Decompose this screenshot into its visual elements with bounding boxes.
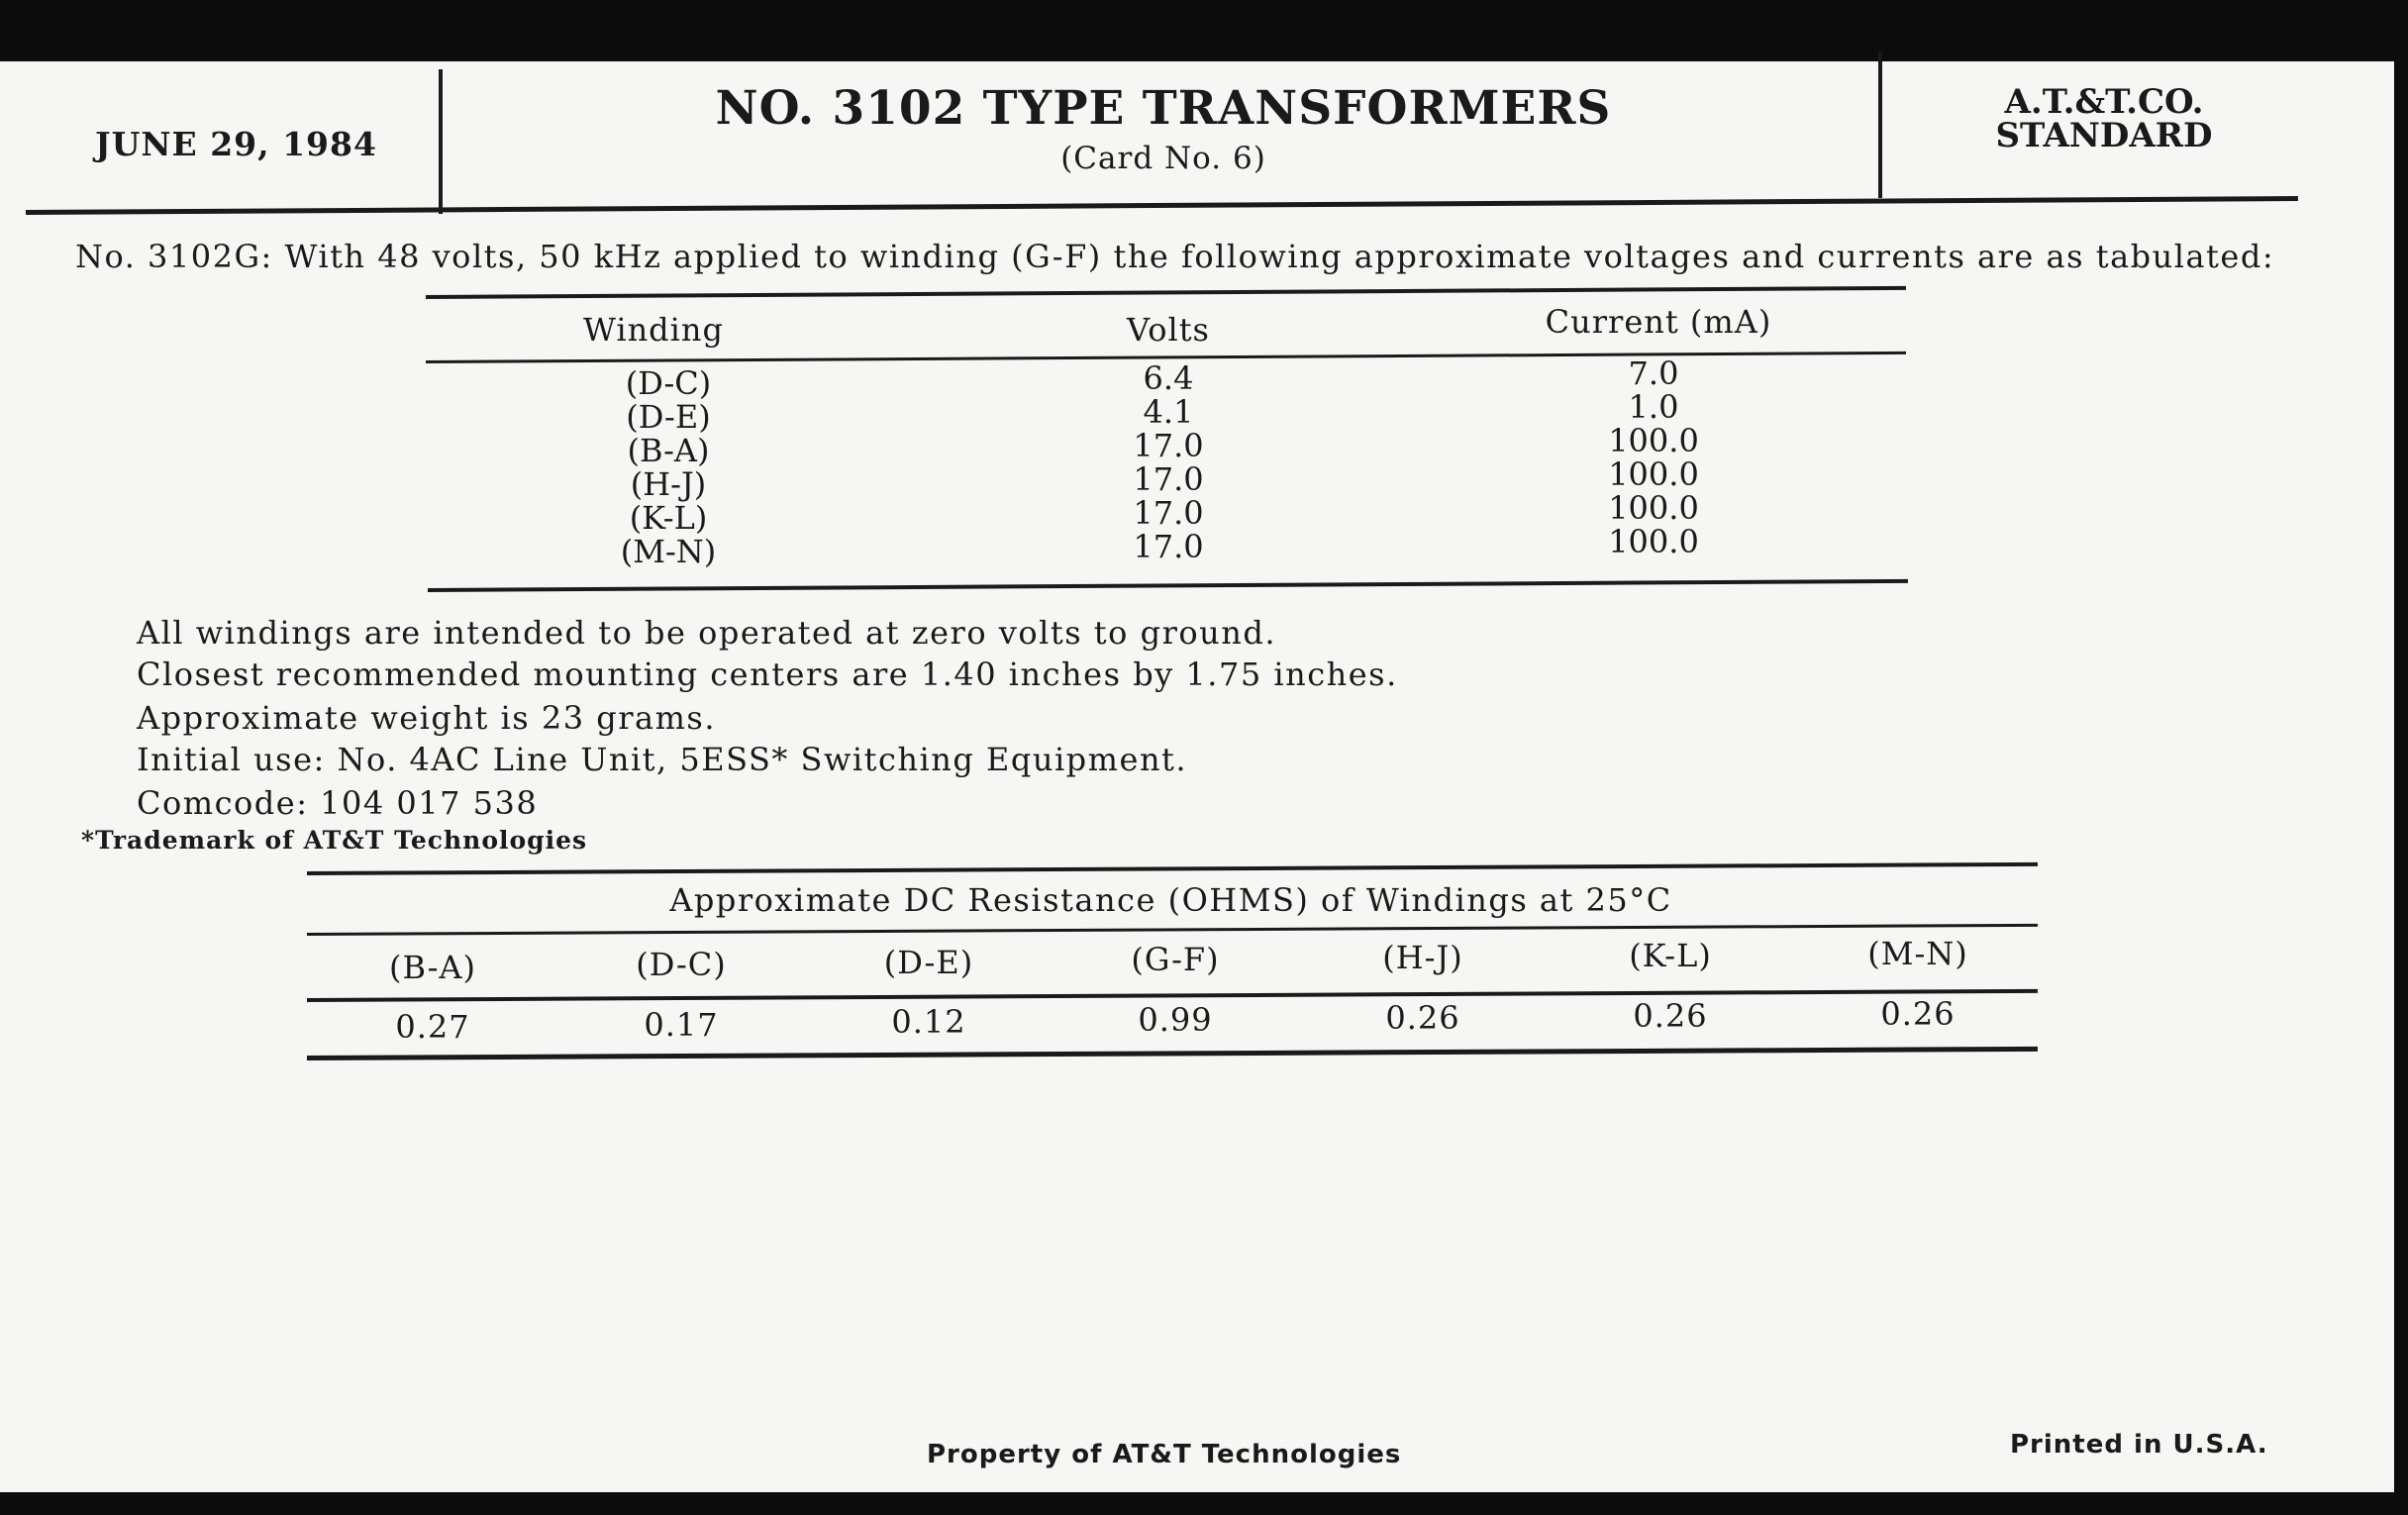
note-comcode: Comcode: 104 017 538 — [137, 784, 539, 822]
table2-header: (H-J) — [1382, 939, 1463, 976]
table-cell: (K-L) — [629, 499, 708, 537]
table2-header: (B-A) — [389, 949, 476, 986]
table-cell: (D-E) — [626, 398, 711, 436]
card-number: (Card No. 6) — [1060, 141, 1266, 176]
scan-border — [2394, 0, 2408, 1515]
table2-value: 0.27 — [395, 1008, 470, 1046]
note-mounting: Closest recommended mounting centers are 1.40 inches by 1.75 inches. — [137, 656, 1398, 693]
table1-current-column — [1579, 356, 1728, 558]
table1-header-current: Current (mA) — [1545, 303, 1772, 341]
note-grounding: All windings are intended to be operated at zero volts to ground. — [137, 614, 1276, 652]
header-divider-right — [1878, 51, 1882, 198]
table-cell: (M-N) — [620, 533, 717, 570]
table1-volts-column — [1099, 361, 1238, 563]
table-cell: 100.0 — [1608, 489, 1699, 527]
table2-header: (M-N) — [1867, 935, 1968, 972]
table-cell: 7.0 — [1628, 354, 1679, 392]
table-cell: 17.0 — [1133, 427, 1204, 464]
table1-header-volts: Volts — [1127, 311, 1210, 349]
table2-header: (D-E) — [883, 944, 974, 981]
table2-title: Approximate DC Resistance (OHMS) of Windings at 25°C — [669, 881, 1672, 919]
table-cell: 4.1 — [1143, 393, 1194, 431]
header-divider-left — [439, 69, 443, 214]
table1-header-winding: Winding — [583, 311, 724, 349]
table2-header: (K-L) — [1629, 937, 1712, 974]
table2-value: 0.12 — [891, 1003, 966, 1041]
note-weight: Approximate weight is 23 grams. — [137, 699, 717, 737]
table-cell: 6.4 — [1143, 359, 1194, 397]
note-initial-use: Initial use: No. 4AC Line Unit, 5ESS* Switching Equipment. — [137, 741, 1188, 778]
table-cell: 100.0 — [1608, 455, 1699, 493]
table-cell: 100.0 — [1608, 422, 1699, 459]
table1-winding-column — [589, 366, 748, 568]
table2-value: 0.99 — [1138, 1001, 1213, 1039]
table2-value: 0.26 — [1633, 997, 1708, 1035]
company-standard — [1970, 82, 2238, 155]
table-cell: (B-A) — [627, 432, 710, 469]
table-cell: 17.0 — [1133, 494, 1204, 532]
table-cell: 17.0 — [1133, 460, 1204, 498]
table-cell: (H-J) — [630, 465, 707, 503]
table2-header: (D-C) — [636, 946, 727, 983]
standard-label: STANDARD — [1995, 116, 2213, 155]
table2-value: 0.26 — [1385, 999, 1460, 1037]
company-name: A.T.&T.CO. — [2004, 82, 2204, 122]
header-date: JUNE 29, 1984 — [95, 125, 377, 163]
table2-value: 0.26 — [1880, 995, 1956, 1033]
intro-text: No. 3102G: With 48 volts, 50 kHz applied to winding (G-F) the following approximate voltages and currents are as tabulated: — [75, 238, 2275, 275]
table-cell: 1.0 — [1628, 388, 1679, 426]
trademark-note: *Trademark of AT&T Technologies — [81, 826, 588, 855]
footer-printed: Printed in U.S.A. — [2010, 1430, 2268, 1460]
table-cell: 100.0 — [1608, 523, 1699, 560]
page-title: NO. 3102 TYPE TRANSFORMERS — [715, 81, 1612, 136]
table2-value: 0.17 — [644, 1006, 719, 1044]
table2-header: (G-F) — [1131, 941, 1220, 978]
table-cell: (D-C) — [625, 364, 712, 402]
table-cell: 17.0 — [1133, 528, 1204, 565]
footer-property: Property of AT&T Technologies — [927, 1440, 1402, 1469]
